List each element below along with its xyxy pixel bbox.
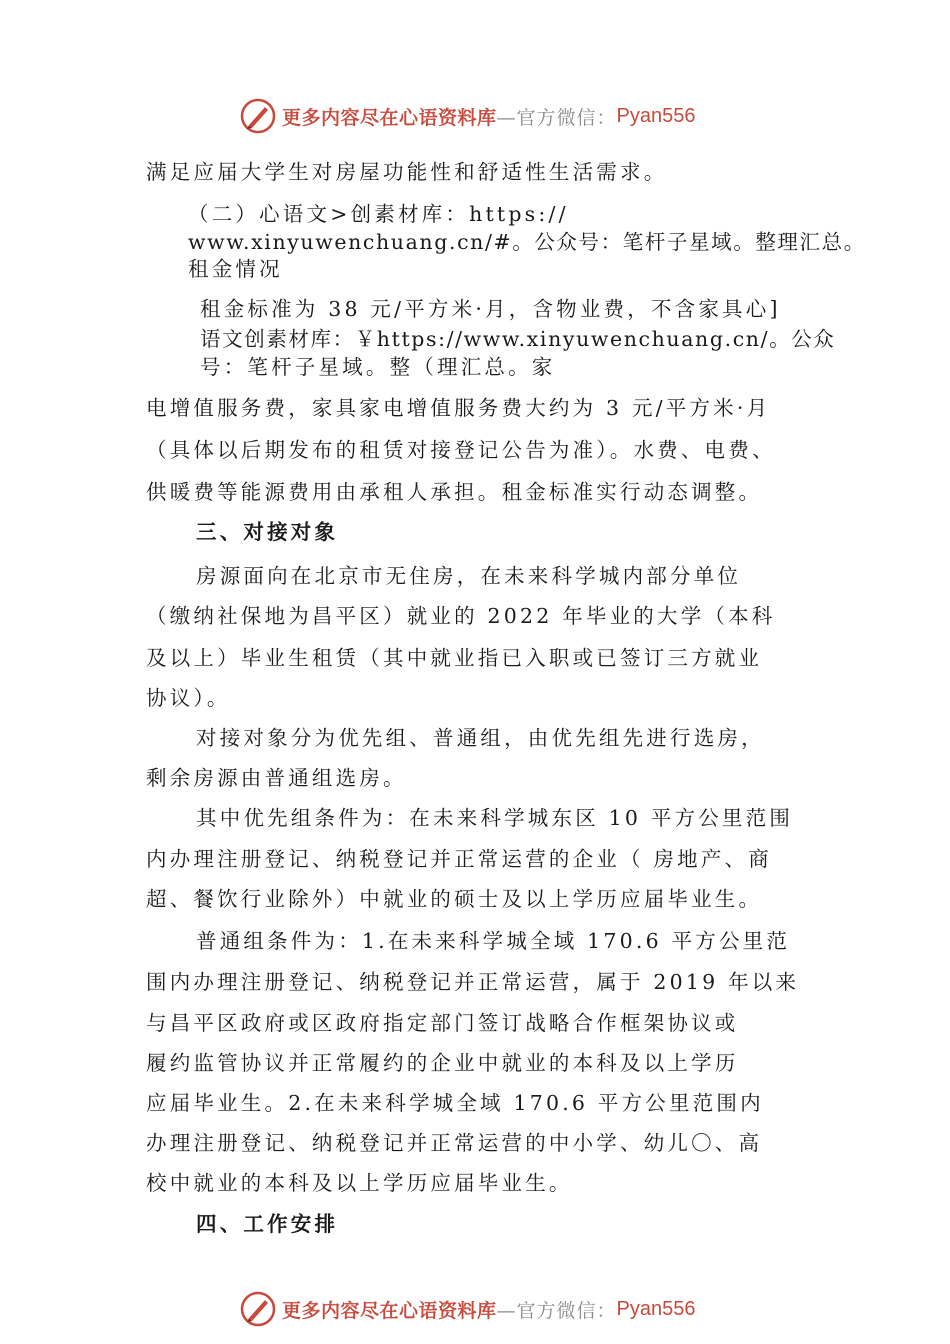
banner-wechat-id: Pyan556: [616, 1297, 696, 1320]
text-line: （二）心语文>创素材库：https://: [188, 202, 569, 226]
text-line: 履约监管协议并正常履约的企业中就业的本科及以上学历: [146, 1051, 739, 1075]
text-line: www.xinyuwenchuang.cn/#。公众号：笔杆子星域。整理汇总。: [188, 230, 866, 254]
text-line: 供暖费等能源费用由承租人承担。租金标准实行动态调整。: [146, 480, 763, 504]
text-line: 内办理注册登记、纳税登记并正常运营的企业（ 房地产、商: [146, 847, 772, 871]
section-heading: 三、对接对象: [196, 520, 339, 544]
text-line: （具体以后期发布的租赁对接登记公告为准）。水费、电费、: [146, 438, 776, 462]
text-line: （缴纳社保地为昌平区）就业的 2022 年毕业的大学（本科: [146, 604, 776, 628]
text-line: 其中优先组条件为：在未来科学城东区 10 平方公里范围: [196, 806, 794, 830]
banner-wechat-label: —官方微信：: [496, 1299, 617, 1322]
pen-logo-icon: [240, 1291, 276, 1327]
text-line: 协议）。: [146, 686, 231, 710]
text-line: 及以上）毕业生租赁（其中就业指已入职或已签订三方就业: [146, 646, 763, 670]
text-line: 租金情况: [188, 257, 283, 281]
footer-banner: [240, 1291, 696, 1327]
text-line: 对接对象分为优先组、普通组，由优先组先进行选房，: [196, 726, 765, 750]
pen-logo-icon: [240, 98, 276, 134]
text-line: 普通组条件为：1.在未来科学城全域 170.6 平方公里范: [196, 929, 791, 953]
text-line: 围内办理注册登记、纳税登记并正常运营，属于 2019 年以来: [146, 970, 800, 994]
text-line: 办理注册登记、纳税登记并正常运营的中小学、幼儿〇、高: [146, 1131, 763, 1155]
text-line: 超、餐饮行业除外）中就业的硕士及以上学历应届毕业生。: [146, 887, 763, 911]
text-line: 剩余房源由普通组选房。: [146, 766, 407, 790]
section-heading: 四、工作安排: [196, 1212, 339, 1236]
header-banner: [240, 98, 696, 134]
text-line: 语文创素材库：￥https://www.xinyuwenchuang.cn/。公众: [200, 327, 836, 351]
banner-wechat-label: —官方微信：: [496, 106, 617, 129]
text-line: 与昌平区政府或区政府指定部门签订战略合作框架协议或: [146, 1011, 739, 1035]
text-line: 满足应届大学生对房屋功能性和舒适性生活需求。: [146, 160, 668, 184]
banner-title: 更多内容尽在心语资料库: [282, 106, 497, 129]
banner-title: 更多内容尽在心语资料库: [282, 1299, 497, 1322]
text-line: 租金标准为 38 元/平方米·月，含物业费，不含家具心]: [200, 297, 781, 321]
text-line: 电增值服务费，家具家电增值服务费大约为 3 元/平方米·月: [146, 396, 771, 420]
text-line: 号：笔杆子星域。整（理汇总。家: [200, 355, 556, 379]
banner-wechat-id: Pyan556: [616, 104, 696, 127]
text-line: 应届毕业生。2.在未来科学城全域 170.6 平方公里范围内: [146, 1091, 764, 1115]
text-line: 校中就业的本科及以上学历应届毕业生。: [146, 1171, 573, 1195]
text-line: 房源面向在北京市无住房，在未来科学城内部分单位: [196, 564, 742, 588]
